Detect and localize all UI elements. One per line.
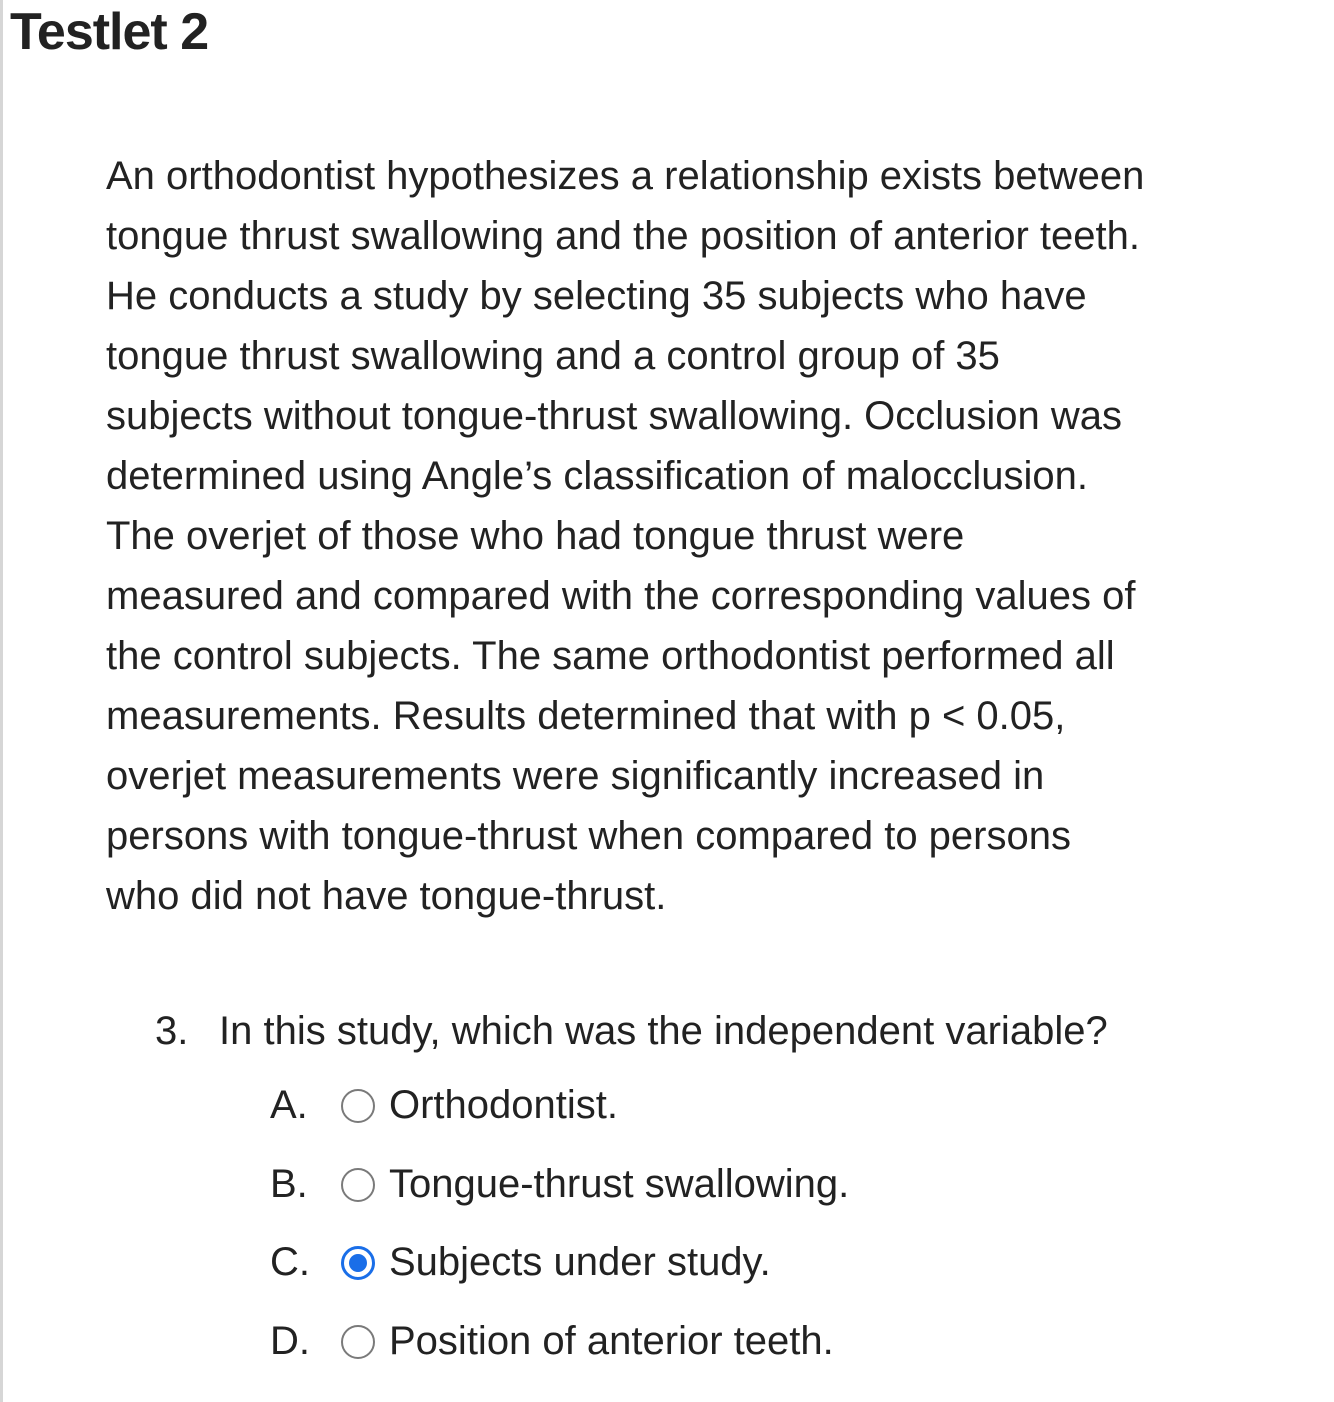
passage-line: overjet measurements were significantly increased in [106, 754, 1045, 798]
option-label[interactable]: Position of anterior teeth. [389, 1318, 834, 1363]
passage-line: measurements. Results determined that with p < 0.05, [106, 694, 1066, 738]
option-letter: C. [270, 1240, 310, 1284]
passage-line: measured and compared with the corresponding values of [106, 574, 1136, 618]
radio-button-selected[interactable] [341, 1246, 375, 1280]
option-label[interactable]: Orthodontist. [389, 1083, 619, 1127]
option-letter: A. [270, 1083, 308, 1127]
radio-button[interactable] [341, 1168, 375, 1202]
passage-line: tongue thrust swallowing and a control group of 35 [106, 334, 1000, 378]
question-text: In this study, which was the independent variable? [219, 1009, 1108, 1053]
radio-button[interactable] [341, 1089, 375, 1123]
passage-line: tongue thrust swallowing and the position of anterior teeth. [106, 214, 1140, 258]
page-title: Testlet 2 [10, 3, 209, 61]
passage-line: persons with tongue-thrust when compared to persons [106, 814, 1071, 858]
passage-line: The overjet of those who had tongue thrust were [106, 514, 965, 558]
question-prompt [155, 1001, 1108, 1061]
passage-line: An orthodontist hypothesizes a relationship exists between [106, 154, 1145, 198]
question-number: 3. [155, 1009, 189, 1053]
option-letter: D. [270, 1318, 310, 1363]
passage-line: subjects without tongue-thrust swallowing. Occlusion was [106, 394, 1123, 438]
option-label[interactable]: Subjects under study. [389, 1240, 771, 1284]
passage-line: the control subjects. The same orthodontist performed all [106, 634, 1115, 678]
radio-button[interactable] [341, 1325, 375, 1359]
passage-line: determined using Angle’s classification of malocclusion. [106, 454, 1089, 498]
passage [106, 146, 1246, 926]
passage-line: He conducts a study by selecting 35 subjects who have [106, 274, 1087, 318]
option-label[interactable]: Tongue-thrust swallowing. [389, 1161, 850, 1206]
option-letter: B. [270, 1161, 308, 1206]
left-border [0, 0, 3, 1402]
passage-line: who did not have tongue-thrust. [106, 874, 667, 918]
